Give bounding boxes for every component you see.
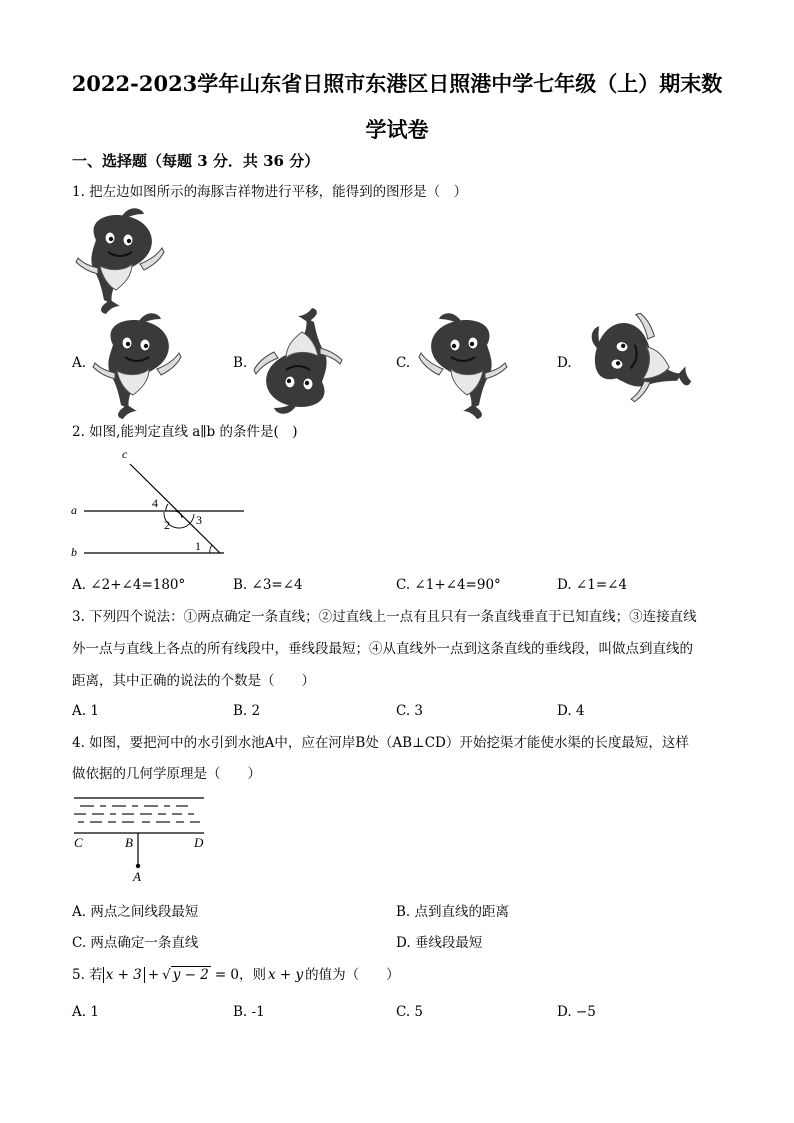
q2-stem: 2. 如图,能判定直线 a∥b 的条件是( ) [72, 424, 298, 440]
q4-option-d: D. 垂线段最短 [396, 935, 483, 951]
q5-option-d: D. −5 [557, 1004, 596, 1020]
q3-line3: 距离，其中正确的说法的个数是（ ） [72, 673, 315, 689]
label-1: 1 [195, 539, 201, 553]
label-2: 2 [164, 518, 170, 532]
sqrt-icon: √ [162, 967, 171, 983]
q4-river-figure [70, 792, 220, 884]
q5-option-a: A. 1 [72, 1004, 99, 1020]
q1-reference-mascot-icon [76, 208, 164, 314]
label-a: a [71, 503, 77, 517]
label-B: B [125, 835, 133, 850]
q5-mid: ，则 [239, 967, 267, 983]
q5-suffix: 的值为（ ） [305, 967, 400, 983]
q2-option-c: C. ∠1+∠4=90° [396, 577, 501, 593]
q1-option-a-mascot-icon [93, 313, 181, 419]
q5-sqrt-expression: y − 2 [172, 967, 209, 983]
q2-option-d: D. ∠1=∠4 [557, 577, 628, 593]
q3-option-c: C. 3 [396, 703, 424, 719]
q4-line1: 4. 如图，要把河中的水引到水池A中，应在河岸B处（AB⊥CD）开始挖渠才能使水渠的长度最短，这样 [72, 735, 689, 751]
q2-parallel-lines-figure [66, 452, 256, 564]
line-c [130, 464, 220, 553]
label-c: c [122, 452, 128, 461]
q4-line2: 做依据的几何学原理是（ ） [72, 766, 261, 782]
q3-option-b: B. 2 [233, 703, 261, 719]
q1-stem: 1. 把左边如图所示的海豚吉祥物进行平移，能得到的图形是（ ） [72, 184, 468, 200]
label-A: A [133, 869, 141, 884]
q1-option-c: C. [396, 355, 411, 371]
label-b: b [71, 545, 77, 559]
q1-option-a: A. [72, 355, 87, 371]
q5-plus: + [147, 967, 160, 983]
label-4: 4 [152, 496, 158, 510]
q1-option-b-mascot-icon [254, 308, 342, 414]
q2-option-a: A. ∠2+∠4=180° [72, 577, 186, 593]
q5-abs-expression: x + 3 [103, 967, 145, 983]
q1-option-d-mascot-icon [582, 306, 701, 411]
q1-option-c-mascot-icon [419, 313, 507, 419]
q5-stem [72, 965, 400, 985]
q3-line2: 外一点与直线上各点的所有线段中，垂线段最短；④从直线外一点到这条直线的垂线段，叫做点到直线的 [72, 641, 693, 657]
q4-option-a: A. 两点之间线段最短 [72, 904, 199, 920]
q5-option-b: B. -1 [233, 1004, 265, 1020]
q2-option-b: B. ∠3=∠4 [233, 577, 303, 593]
q1-option-b: B. [233, 355, 248, 371]
label-3: 3 [196, 513, 202, 527]
label-C: C [74, 835, 83, 850]
page-title-line2: 学试卷 [365, 117, 429, 142]
page-title-line1: 2022-2023学年山东省日照市东港区日照港中学七年级（上）期末数 [71, 71, 723, 96]
q5-expr: x + y [268, 967, 304, 983]
section-heading: 一、选择题（每题 3 分．共 36 分） [72, 152, 320, 170]
q5-eq: = 0 [214, 967, 240, 983]
q4-option-b: B. 点到直线的距离 [396, 904, 510, 920]
q3-option-a: A. 1 [72, 703, 99, 719]
q3-option-d: D. 4 [557, 703, 585, 719]
q1-option-d: D. [557, 355, 572, 371]
label-D: D [194, 835, 204, 850]
q4-option-c: C. 两点确定一条直线 [72, 935, 199, 951]
q3-line1: 3. 下列四个说法：①两点确定一条直线；②过直线上一点有且只有一条直线垂直于已知直线；③连接直线 [72, 609, 697, 625]
q5-option-c: C. 5 [396, 1004, 424, 1020]
q5-prefix: 5. 若 [72, 967, 103, 983]
